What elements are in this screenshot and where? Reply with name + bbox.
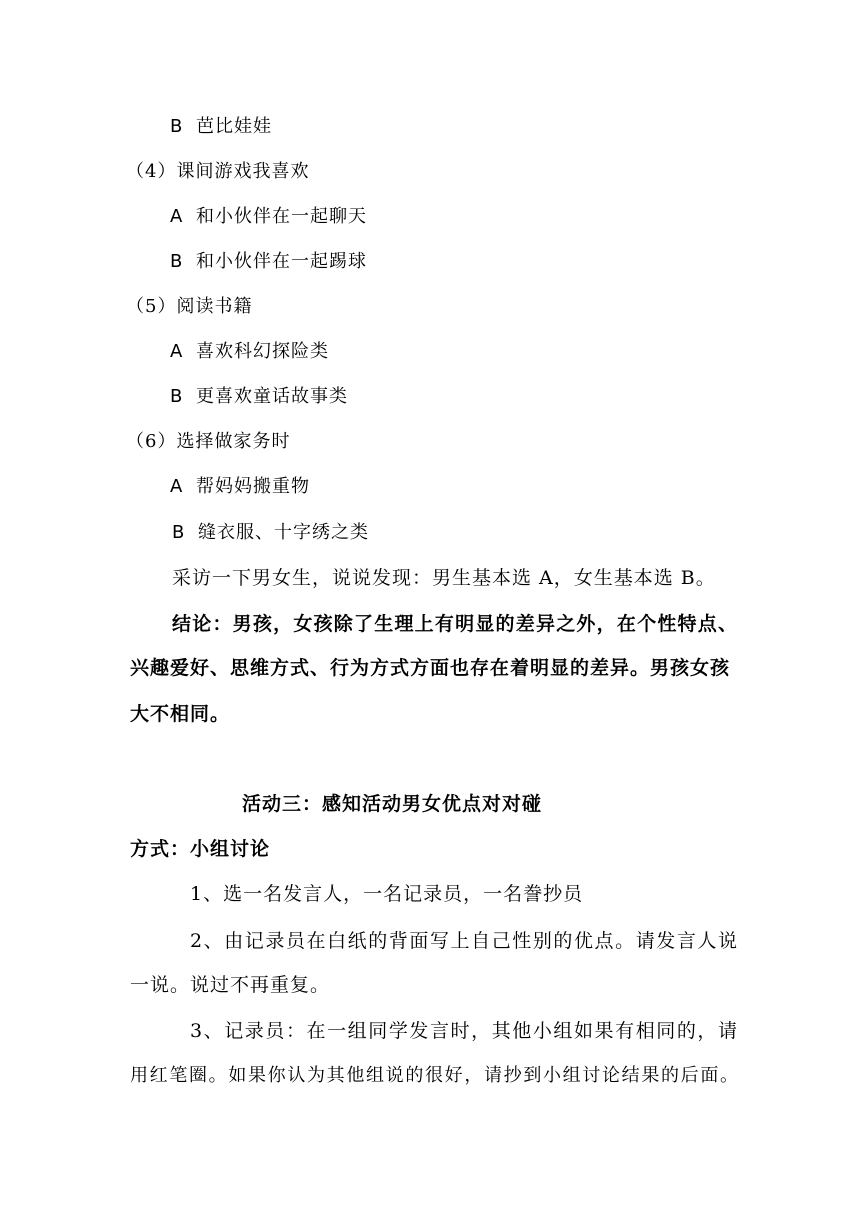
- option-letter: A: [170, 476, 184, 497]
- conclusion-line-2: 兴趣爱好、思维方式、行为方式方面也存在着明显的差异。男孩女孩: [130, 657, 731, 679]
- activity-3-step-2-line-1: 2、由记录员在白纸的背面写上自己性别的优点。请发言人说: [190, 930, 738, 952]
- activity-3-step-3-line-2: 用红笔圈。如果你认为其他组说的很好，请抄到小组讨论结果的后面。: [130, 1065, 738, 1086]
- conclusion-line-1: 结论：男孩，女孩除了生理上有明显的差异之外，在个性特点、: [172, 613, 738, 635]
- option-text: 芭比娃娃: [196, 116, 272, 137]
- option-letter: B: [170, 386, 184, 407]
- option-text: 缝衣服、十字绣之类: [198, 522, 369, 543]
- option-letter: B: [172, 522, 186, 543]
- option-letter: B: [170, 251, 184, 272]
- activity-3-title: 活动三：感知活动男女优点对对碰: [242, 793, 543, 815]
- activity-3-step-2-line-2: 一说。说过不再重复。: [130, 974, 331, 996]
- question-5: （5）阅读书籍: [126, 296, 253, 317]
- option-b-q3: [170, 115, 272, 139]
- activity-3-step-1: 1、选一名发言人，一名记录员，一名誊抄员: [190, 883, 584, 905]
- option-text: 和小伙伴在一起踢球: [196, 251, 367, 272]
- option-b-q4: [170, 250, 367, 274]
- option-letter: B: [170, 116, 184, 137]
- conclusion-line-3: 大不相同。: [130, 703, 231, 725]
- option-a-q5: [170, 340, 329, 364]
- option-a-q6: [170, 475, 310, 499]
- option-text: 更喜欢童话故事类: [196, 386, 348, 407]
- question-6: （6）选择做家务时: [126, 431, 291, 452]
- activity-3-step-3-line-1: 3、记录员：在一组同学发言时，其他小组如果有相同的，请: [190, 1020, 738, 1042]
- interview-finding: 采访一下男女生，说说发现：男生基本选 A，女生基本选 B。: [172, 567, 716, 589]
- option-text: 和小伙伴在一起聊天: [196, 206, 367, 227]
- option-text: 喜欢科幻探险类: [196, 341, 329, 362]
- option-a-q4: [170, 205, 367, 229]
- question-4: （4）课间游戏我喜欢: [126, 161, 310, 182]
- option-text: 帮妈妈搬重物: [196, 476, 310, 497]
- option-letter: A: [170, 341, 184, 362]
- activity-3-method: 方式：小组讨论: [130, 838, 271, 860]
- option-b-q5: [170, 385, 348, 409]
- option-b-q6: [172, 521, 369, 545]
- option-letter: A: [170, 206, 184, 227]
